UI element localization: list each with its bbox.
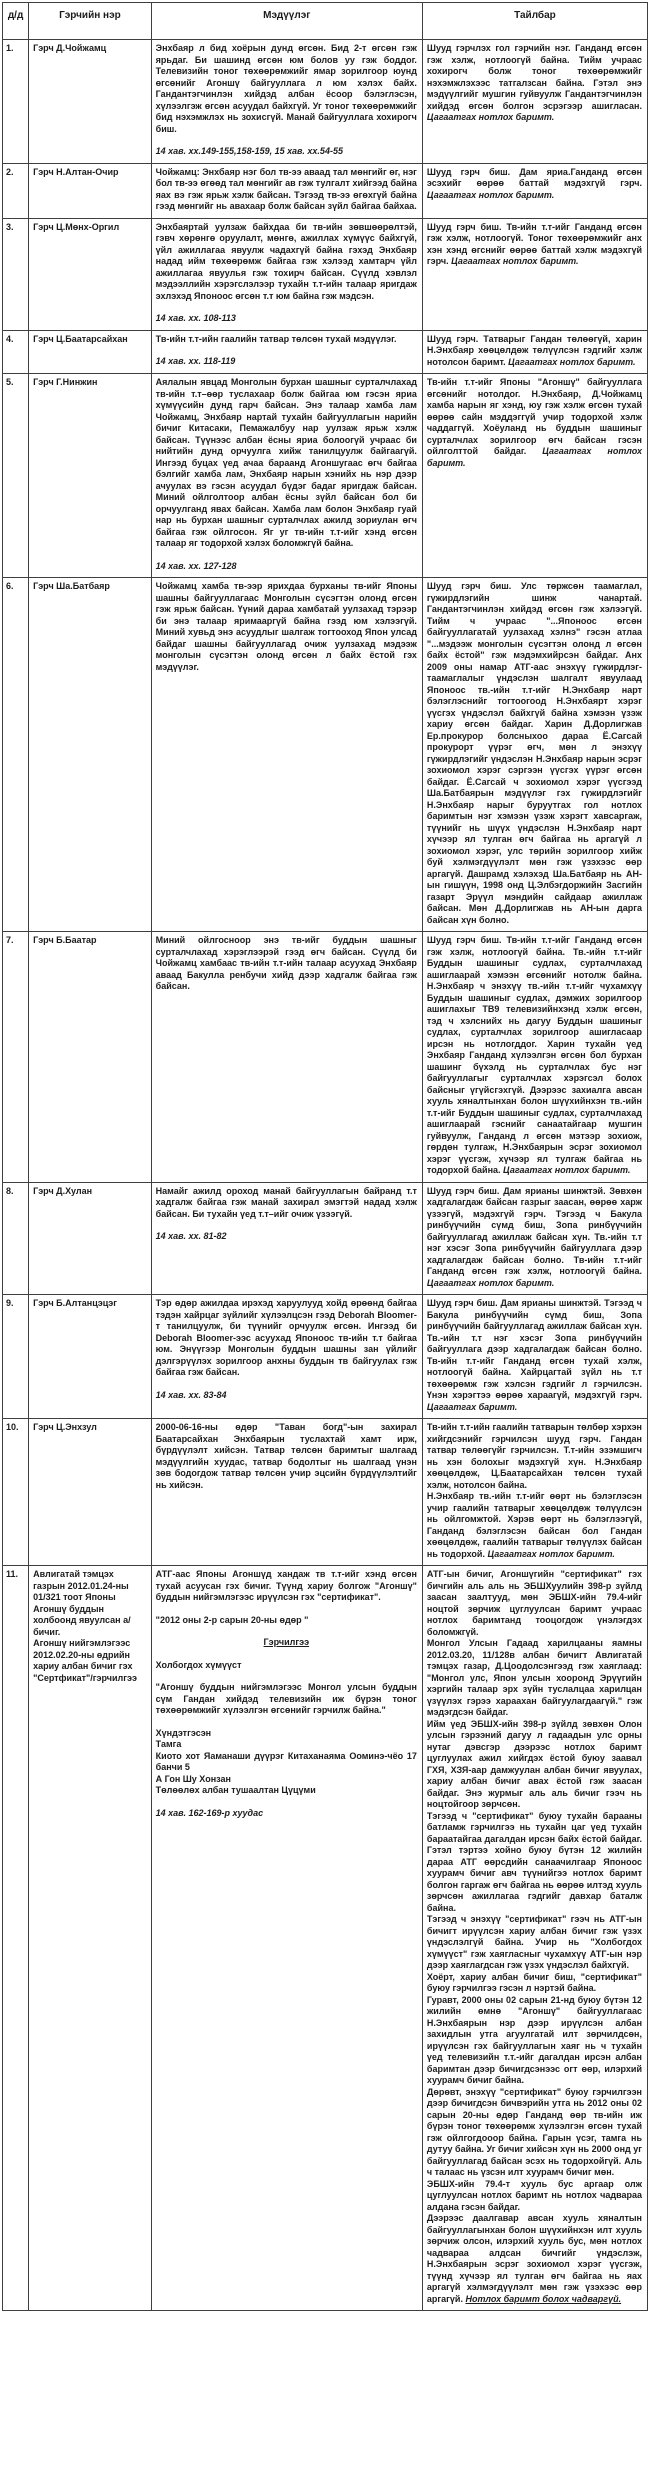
cell-comment	[422, 932, 647, 1183]
paragraph: Чойжамц хамба тв-ээр ярихдаа бурханы тв-ийг Японы шашны байгууллагаас Монголын сүсэгтэн олонд өгсөн гэж ярьж байсан. Үүний дараа хамбатай уулзахад тэрээр би энэ талаар яримааргүй байна гээд юм хэлээгүй. Миний хувьд энэ асуудлыг шалгаж тогтооход Япон улсад байдаг шашны байгууллагад очиж уулзахад мэдээж монголын сүсэгтэн олонд өгсөн л байх ёстой гэх мэдүүлэг.	[155, 581, 417, 672]
cell-comment	[422, 218, 647, 330]
column-header-witness-name: Гэрчийн нэр	[29, 3, 152, 40]
row-number: 11.	[3, 1566, 29, 2311]
cell-witness-name	[29, 1182, 152, 1295]
table-row	[3, 40, 648, 164]
paragraph: Дээрээс даалгавар авсан хууль хяналтын байгууллагынхан болон шүүхийнхэн илт хууль зөрчиж олсон, илэрхий хууль бус, мөн нотлох чадвараа алдсан бичгийг үндэслэж, Н.Энхбаярын эсрэг зохиомол хэрэг үүсгэж, түүнд хүчээр ял тулган өгч байгаа нь яах аргагүй хэлмэгдүүлэлт мөн гэж үзэхээс өөр аргагүй. Нотлох баримт болох чадваргүй.	[426, 2213, 642, 2304]
paragraph: 14 хав. хх. 108-113	[155, 313, 236, 323]
column-header-testimony: Мэдүүлэг	[151, 3, 422, 40]
table-row	[3, 1419, 648, 1566]
table-row	[3, 578, 648, 932]
paragraph: Гэрч Д.Хулан	[33, 1185, 93, 1196]
paragraph: Тв-ийн т.т-ийг Японы "Агоншү" байгууллага өгсөнийг нотолдог. Н.Энхбаяр, Д.Чойжамц хамба нарын яг хэнд, юу гэж хэлж өгсөн тухай өөрөө сайн мэддэггүй учир тодорхой хэлж чаддаггүй. Хоёуланд нь буддын шашиныг сурталчлах зорилгоор өгч байсан гэсэн ойлголттой байдаг. Цагаатгах нотлох баримт.	[426, 377, 642, 468]
paragraph: Шууд гэрчлэх гол гэрчийн нэг. Ганданд өгсөн гэж хэлж, нотлоогүй байна. Тийм учраас хохирогч болж тоног төхөөрөмжийг нэхэмжлэхээс татгалзсан байна. Гэтэл энэ мэдүүлгийг мушгин гуйвуулж Гандантэгчинлэн хийдэд өгсөн болгон эсрэгээр ашигласан. Цагаатгах нотлох баримт.	[426, 43, 642, 122]
paragraph: Тв-ийн т.т-ийн гаалийн татвар төлсөн тухай мэдүүлэг.	[155, 333, 397, 344]
cell-comment	[422, 1566, 647, 2311]
cell-comment	[422, 578, 647, 932]
paragraph: А Гон Шу Хонзан	[155, 1773, 231, 1784]
paragraph: Шууд гэрч биш. Тв-ийн т.т-ийг Ганданд өгсөн гэж хэлж, нотлоогүй байна. Тв.-ийн т.т-ийг Буддын шашиныг судлах, сурталчлахад ашиглаарай хэмээн өгсөнийг нотолж байна. Н.Энхбаяр ч энэхүү тв.-ийн т.т-ийг чухамхүү Буддын шашиныг судлах, дэмжих зорилгоор ашиглахыг ТВ9 телевизийнхэнд хэлж өгсөн, тэд ч хэлснийх нь дагуу Буддын шашиныг судлах, сурталчлах зорилгоор ашигласаар ирсэн нь нотлогддог. Харин тухайн үед Энхбаяр Ганданд хүлээлгэн өгсөн бол бурхан шашинг бүхэлд нь сурталчлах бус нэг байгууллагыг сурталчлах хэрэгсэл болох байсныг үгүйсгэхгүй. Дээрээс захиалга авсан хууль хяналтынхан болон шүүхийнхэн тв.-ийн т.т-ийг Буддын шашиныг судлах, сурталчлахад ашиглаарай гэснийг санаатайгаар мушгин гуйвуулж, Ганданд л өгсөн мэтээр зохиож, гөрдөн тулгаж, Н.Энхбаярын эсрэг зохиомол хэрэг үүсгэж, хүчээр ял тулгаж байгаа нь тодорхой байна. Цагаатгах нотлох баримт.	[426, 935, 642, 1175]
cell-comment	[422, 374, 647, 578]
paragraph: Энхбаяртай уулзаж байхдаа би тв-ийн зөвшөөрөлтэй, гэвч хөрөнгө оруулалт, мөнгө, ажиллах хүмүүс байхгүй, үйл ажиллагаа явуулж чадахгүй байна гэхэд Энхбаяр надад ийм төхөөрөмж байгаа гэж хэлээд хамтарч үйл ажиллагаа явуулья гэж тохирч байсан. Сүүлд хэвлэл мэдээллийн хэрэгслэлээр тухайн т.т-ийн талаар яригдаж эхлэхэд Японоос өгсөн т.т юм байна гэж мэдсэн.	[155, 221, 417, 301]
paragraph: Гэрч Н.Алтан-Очир	[33, 166, 119, 177]
paragraph: 14 хав. 162-169-р хуудас	[155, 1807, 264, 1818]
paragraph: 14 хав. хх.149-155,158-159, 15 хав. хх.54-55	[155, 146, 343, 156]
cell-testimony	[151, 163, 422, 218]
paragraph: Гэрч Ц.Энхзул	[33, 1422, 97, 1432]
paragraph: Н.Энхбаяр тв.-ийн т.т-ийг өөрт нь бэлэглэсэн учир гаалийн татварыг хөөцөлдөж төлүүлсэн нь ойлгомжтой. Хэрэв өөрт нь бэлэглээгүй, Ганданд бэлэглэсэн байсан бол Гандан хөөцөлдөж, гаалийн татварыг төлүүлэх байсан нь тодорхой. Цагаатгах нотлох баримт.	[426, 1491, 642, 1559]
paragraph: 2000-06-16-ны өдөр "Таван богд"-ын захирал Баатарсайхан Энхбаярын туслахтай хамт ирж, бүрдүүлэлт хийсэн. Татвар төлсөн баримтыг шалгаад мэдүүлгийн хуудас, татвар бодолтыг нь шалгаад үнэн зөв бодогдож татвар төлсөн учир эцсийн бүрдүүлэлтийг нь хийсэн.	[155, 1422, 417, 1490]
paragraph: Тв-ийн т.т-ийн гаалийн татварын төлбөр хэрхэн хийгдсэнийг гэрчилсэн шууд гэрч. Гандан татвар төлөөгүйг гэрчилсэн. Т.т-ийн эзэмшигч нь хэн болохыг мэдэхгүй хүн. Н.Энхбаяр хөөцөлдөж, Ц.Баатарсайхан төлсөн тухай хэлж, нотолсон байна.	[426, 1422, 642, 1490]
paragraph: Монгол Улсын Гадаад харилцааны яамны 2012.03.20, 11/128в албан бичигт Авлигатай тэмцэх газар, Д.Цоодолсэнгээд гэж хаяглаад: "Монгол улс, Япон улсын хооронд Эрүүгийн хэргийн талаар эрх зүйн туслалцаа харилцан үзүүлэх гэрээ хараахан байгуулагдаагүй." гэж мэдэгдсэн байдаг.	[426, 1638, 642, 1717]
paragraph: Гэрч Ша.Батбаяр	[33, 581, 110, 591]
paragraph: Ийм үед ЭБШХ-ийн 398-р зүйлд зөвхөн Олон улсын гэрээний дагуу л гадаадын улс орны нутаг дэвсгэр дээрээс нотлох баримт цуглуулах ажил хийгдэх ёстой буюу заавал ГХЯ, ХЗЯ-аар дамжуулан албан бичиг явуулах, хариу албан бичиг авах ёстой гэж заасан байдаг. Энэ журмыг аль аль бичиг гээч нь ноцтойгоор зөрчсөн.	[426, 1718, 642, 1809]
paragraph: Хүндэтгэсэн	[155, 1727, 212, 1738]
paragraph: 14 хав. хх. 127-128	[155, 560, 237, 571]
paragraph: Шууд гэрч биш. Дам яриа.Ганданд өгсөн эсэхийг өөрөө баттай мэдэхгүй гэрч. Цагаатгах нотлох баримт.	[426, 166, 642, 200]
paragraph: Гэрчилгээ	[263, 1637, 310, 1647]
table-header-row	[3, 3, 648, 40]
witness-table	[2, 2, 648, 2311]
table-row	[3, 218, 648, 330]
cell-testimony	[151, 1419, 422, 1566]
cell-testimony	[151, 218, 422, 330]
paragraph: Төлөөлөх албан тушаалтан Цүцүми	[155, 1785, 316, 1795]
paragraph: Гэрч Б.Баатар	[33, 935, 97, 945]
paragraph: "Агоншү буддын нийгэмлэгээс Монгол улсын буддын сүм Гандан хийдэд телевизийн иж бүрэн тоног төхөөрөмжийг хүлээлгэн өгсөнийг гэрчилж байна."	[155, 1682, 417, 1715]
row-number: 8.	[3, 1182, 29, 1295]
paragraph: Дөрөвт, энэхүү "сертификат" буюу гэрчилгээн дээр бичигдсэн бичвэрийн утга нь 2012 оны 02 сарын 20-ны өдөр Ганданд өөр тв-ийн иж бүрэн тоног төхөөрөмж хүлээлгэн өгсөн тухай гэж ойлгогдооор байна. Гарын үсэг, тамга нь дутуу байна. Уг бичиг хийсэн хүн нь 2000 онд уг байгууллагад байсан эсэх нь тодорхойгүй. Аль ч талаас нь үзсэн илт хуурамч бичиг мөн.	[426, 2086, 642, 2177]
paragraph: Тэр өдөр ажилдаа ирэхэд харуулууд хойд өрөөнд байгаа тэдэн хайрцаг зүйлийг хүлээлцсэн гээд Deborah Bloomer-т танилцуулж, би түүнийг орчуулж өгсөн. Ингээд би Deborah Bloomer-ээс асуухад Японоос тв-ийн т.т байгаа юм. Энүүгээр Монголын буддын шашны зан үйлийг дэлгэрүүлэх зорилгоор анхны буддын тв байгуулах гэж байгаа гэж байсан.	[155, 1298, 417, 1377]
table-row	[3, 330, 648, 374]
paragraph: Гэрч Д.Чойжамц	[33, 43, 107, 53]
paragraph: Аялалын явцад Монголын бурхан шашныг сурталчлахад тв-ийн т.т–өөр туслахаар болж байгаа юм гэсэн яриа хүмүүсийн дунд гарч байсан. Энэ талаар хамба лам Чойжамц, Энхбаяр нартай тухайн байгууллагын нарийн бичиг Китасаки, Пемажалбуу нар уулзаж ярьж хэлж байсан. Түүнээс албан ёсны яриа болоогүй учраас би нийтийн дунд орчуулга хийж танилцуулж байгаагүй. Ингээд буцах үед ачаа бараанд Агоншугаас өгч байгаа бэлгийг хамба лам, Энхбаяр нарын хэнийх нь нэр дээр ачуулах вэ гэсэн асуудал бүдэг бадаг яригдаж байсан. Миний ойлголтоор албан ёсны зүйл байсан бол би орчуулганд явах байсан. Хамба лам болон Энхбаяр гуай нар нь бурхан шашныг сурталчлах ажилд зориулан өгч байгаа гэж ойлгосон. Яг уг тв-ийн т.т-ийг хэнд өгсөн талаар яг тодорхой хэлэх боломжгүй байна.	[155, 377, 417, 548]
cell-testimony	[151, 932, 422, 1183]
cell-comment	[422, 1419, 647, 1566]
paragraph: Гэрч Ц.Баатарсайхан	[33, 333, 128, 344]
cell-testimony	[151, 578, 422, 932]
paragraph: Тэгээд ч энэхүү "сертификат" гээч нь АТГ-ын бичигт ирүүлсэн хариу албан бичиг гэж үзэх үндэслэлгүй байна. Учир нь "Холбогдох хүмүүст" гэж хаягласныг чухамхүү АТГ-ын нэр дээр хаяглагдсан гэж үзэх үндэслэл байхгүй.	[426, 1914, 642, 1970]
paragraph: Миний ойлгосноор энэ тв-ийг буддын шашныг сурталчлахад хэрэглээрэй гээд өгч байсан. Сүүлд би Чойжамц хамбаас тв-ийн т.т-ийн талаар асуухад Энхбаяр аваад Бакулла ренбучи хийд дээр хадгалж байгаа гэж байсан.	[155, 935, 417, 991]
table-row	[3, 1295, 648, 1419]
cell-witness-name	[29, 218, 152, 330]
cell-witness-name	[29, 1566, 152, 2311]
row-number: 1.	[3, 40, 29, 164]
cell-witness-name	[29, 1295, 152, 1419]
cell-comment	[422, 1182, 647, 1295]
cell-witness-name	[29, 163, 152, 218]
table-row	[3, 932, 648, 1183]
row-number: 10.	[3, 1419, 29, 1566]
cell-testimony	[151, 330, 422, 374]
paragraph: Шууд гэрч биш. Тв-ийн т.т-ийг Ганданд өгсөн гэж хэлж, нотлоогүй. Тоног төхөөрөмжийг анх хэн хэнд өгснийг өөрөө баттай хэлж мэдэхгүй гэрч. Цагаатгах нотлох баримт.	[426, 221, 642, 266]
paragraph: Тамга	[155, 1739, 182, 1749]
table-row	[3, 1566, 648, 2311]
cell-witness-name	[29, 330, 152, 374]
row-number: 5.	[3, 374, 29, 578]
row-number: 4.	[3, 330, 29, 374]
paragraph: Холбогдох хүмүүст	[155, 1659, 242, 1670]
paragraph: Хоёрт, хариу албан бичиг биш, "сертификат" буюу гэрчилгээ гэсэн л нэртэй байна.	[426, 1971, 642, 1993]
cell-testimony	[151, 1182, 422, 1295]
row-number: 2.	[3, 163, 29, 218]
cell-witness-name	[29, 578, 152, 932]
table-row	[3, 1182, 648, 1295]
paragraph: Гуравт, 2000 оны 02 сарын 21-нд буюу бүтэн 12 жилийн өмнө "Агоншү" байгууллагаас Н.Энхбаярын нэр дээр ирүүлсэн албан захидлын утга агуулгатай илт зөрчилдсөн, ирүүлсэн гэх байгууллагын хаяг нь ч тухайн үед телевизийн т.т.-ийг дагалдан ирсэн албан баримтан дээр бичигдсэнээс огт өөр, илэрхий хуурамч бичиг байна.	[426, 1994, 642, 2085]
paragraph: Авлигатай тэмцэх газрын 2012.01.24-ны 01/321 тоот Японы Агоншү буддын холбоонд явуулсан а/бичиг.	[33, 1569, 131, 1637]
paragraph: Энхбаяр л бид хоёрын дунд өгсөн. Бид 2-т өгсөн гэж ярьдаг. Би шашинд өгсөн юм болов уу гэж боддог. Телевизийн тоног төхөөрөмжийг ямар зорилгоор юунд өгсөнийг Агоншү байгууллага л юм хэлэх байх. Гандантэгчинлэн хийдэд албан ёсоор бэлэглэсэн, хүлээлгэж өгсөн асуудал байхгүй. Уг тоног төхөөрөмжийг бид нэхэмжлэх нь зохисгүй. Манай байгууллага хохирогч биш.	[155, 43, 417, 134]
paragraph: АТГ-аас Японы Агоншүд хандаж тв т.т-ийг хэнд өгсөн тухай асуусан гэх бичиг. Түүнд хариу болгож "Агоншү" буддын нийгэмлэгээс ирүүлсэн гэх "сертификат".	[155, 1569, 417, 1602]
paragraph: Шууд гэрч. Татварыг Гандан төлөөгүй, харин Н.Энхбаяр хөөцөлдөж төлүүлсэн гэдгийг хэлж нотолсон баримт. Цагаатгах нотлох баримт.	[426, 333, 642, 367]
cell-testimony	[151, 1295, 422, 1419]
cell-witness-name	[29, 1419, 152, 1566]
paragraph: Шууд гэрч биш. Улс төржсөн таамаглал, гүжирдлэгийн шинж чанартай. Гандантэгчинлэн хийдэд өгсөн гэж хэлээгүй. Тийм ч учраас "...Японоос өгсөн байгууллагатай уулзахад хэлнэ" гэсэн атлаа "...мэдээж монголын сүсэгтэн олонд л өгсөн байх ёстой" гэж мэдэмхийрсэн байдаг. Анх 2009 оны намар АТГ-аас энэхүү гүжирдлэг-таамаглалыг үндэслэн шалгалт явуулаад Японоос тв.-ийн т.т-ийг Н.Энхбаяр нарт бэлэглэснийг тогтоогоод Н.Энхбаярт хэрэг үүсгэх үндэслэл байхгүй байна хэмээн үзэж хариу өгсөн байдаг. Харин Д.Дорлигжав Ер.прокурор болсныхоо дараа Ё.Сагсай прокурорт үүрэг өгч, мөн л энэхүү гүжирдлэгийг үндэслэн Н.Энхбаяр нарын эсрэг зохиомол хэрэг сэргээн үүсгэх үүрэг өгсөн байдаг. Ё.Сагсай ч зохиомол хэрэг үүсгээд Ша.Батбаярын мэдүүлэг гэх гүжирдлэгийг Н.Энхбаяр нарыг буруутгах гол нотлох баримтын нэг хэмээн үзэж хэрэгт хавсаргаж, түүнийг нь шүүх үндэслэн Н.Энхбаяр нарт хүчээр ял тулган өгч байгаа нь аргагүй л зохиомол хэрэг, улс төрийн зорилгоор хийж буй хэлмэгдүүлэлт мөн гэж үзэхээс өөр аргагүй. Дашрамд хэлэхэд Ша.Батбаяр нь АН-ын гишүүн, 1998 онд Ц.Элбэгдоржийн Засгийн газарт Эрүүл мэндийн сайдаар ажиллаж байсан. Мөн Д.Дорлигжав нь АН-ын дарга байсан хүн болно.	[426, 581, 642, 925]
cell-testimony	[151, 40, 422, 164]
paragraph: Чойжамц: Энхбаяр нэг бол тв-ээ аваад тал мөнгийг өг, нэг бол тв-ээ өгөөд тал мөнгийг ав гэж тулгалт хийгээд байна яах вэ гэж ярьж хэлж байсан. Тэгээд тв-ээ өгөхгүй байна гээд мөнгийг нь авахаар болж байсан зүйл байгаа байхаа.	[155, 166, 417, 211]
column-header-id: д/д	[3, 3, 29, 40]
paragraph: ЭБШХ-ийн 79.4-т хууль бус аргаар олж цуглуулсан нотлох баримт нь нотлох чадвараа алдана гэсэн байдаг.	[426, 2178, 642, 2212]
cell-testimony	[151, 374, 422, 578]
paragraph: Киото хот Яаманаши дүүрэг Китаханаяма Ооминэ-чёо 17 банчи 5	[155, 1750, 417, 1772]
row-number: 6.	[3, 578, 29, 932]
paragraph: "2012 оны 2-р сарын 20-ны өдөр "	[155, 1614, 309, 1625]
paragraph: 14 хав. хх. 83-84	[155, 1389, 227, 1400]
paragraph: Тэгээд ч "сертификат" буюу тухайн барааны батламж гэрчилгээ нь тухайн цаг үед тухайн бараатайгаа дагалдан ирсэн байх ёстой байдаг. Гэтэл тэртээ хойно буюу бүтэн 12 жилийн дараа АТГ өөрсдийн санаачилгаар Японоос хуурамч бичиг авч түүнийгээ нотлох баримт болгон гаргаж өгч байгаа нь өөрөө илтэд хууль зөрчсөн ажиллагаа гэдгийг давхар баталж байна.	[426, 1810, 642, 1913]
paragraph: Гэрч Ц.Мөнх-Оргил	[33, 221, 120, 232]
paragraph: Шууд гэрч биш. Дам ярианы шинжтэй. Тэгээд ч Бакула ринбүүчийн сүмд биш, Зопа ринбүүчийн байгууллагад ажиллаж байсан хүн. Тв.-ийн т.т нэг хэсэг Зопа ринбүүчийн байгууллага дээр хадгалагдаж байсан болно. Тв-ийн т.т-ийг Ганданд өгсөн тухай хэлж, нотлоогүй байна. Хайрцагтай зүйл нь т.т төхөөрөмж гэж хэлсэн гэдгийг л гэрчилсэн. Үнэн хэрэгтээ өөрөө хараагүй, мэдэхгүй гэрч. Цагаатгах баримт.	[426, 1298, 642, 1412]
cell-comment	[422, 163, 647, 218]
row-number: 9.	[3, 1295, 29, 1419]
column-header-comment: Тайлбар	[422, 3, 647, 40]
cell-testimony	[151, 1566, 422, 2311]
paragraph: 14 хав. хх. 118-119	[155, 356, 236, 366]
paragraph: Намайг ажилд ороход манай байгууллагын байранд т.т хадгалж байгаа гэж манай захирал эмэгтэй надад хэлж байсан. Би тухайн үед т.т–ийг очиж үзээгүй.	[155, 1185, 417, 1219]
paragraph: Агоншү нийгэмлэгээс 2012.02.20-ны өдрийн хариу албан бичиг гэх "Сертфикат"/гэрчилгээ	[33, 1638, 137, 1683]
paragraph: Шууд гэрч биш. Дам ярианы шинжтэй. Зөвхөн хадгалагдаж байсан газрыг заасан, өөрөө харж үзээгүй, мэдэхгүй гэрч. Тэгээд ч Бакула ринбүүчийн сүмд биш, Зопа ринбүүчийн байгууллагад ажиллаж байсан хүн. Тв.-ийн т.т нэг хэсэг Зопа ринбүүчийн байгууллага дээр хадгалагдаж байсан болно. Тв-ийн т.т-ийг Ганданд өгсөн гэж хэлж, нотлоогүй байна. Цагаатгах нотлох баримт.	[426, 1185, 642, 1288]
row-number: 3.	[3, 218, 29, 330]
cell-comment	[422, 1295, 647, 1419]
paragraph: 14 хав. хх. 81-82	[155, 1231, 227, 1241]
cell-comment	[422, 330, 647, 374]
cell-comment	[422, 40, 647, 164]
cell-witness-name	[29, 374, 152, 578]
cell-witness-name	[29, 932, 152, 1183]
cell-witness-name	[29, 40, 152, 164]
paragraph: Гэрч Б.Алтанцэцэг	[33, 1298, 117, 1308]
table-row	[3, 163, 648, 218]
paragraph: АТГ-ын бичиг, Агоншүгийн "сертификат" гэх бичгийн аль аль нь ЭБШХуулийн 398-р зүйлд заасан заалтууд, мөн ЭБШХ-ийн 79.4-ийг ноцтой зөрчиж цуглуулсан баримт учраас нотлох баримтанд тооцогдож үнэлэгдэх боломжгүй.	[426, 1569, 642, 1637]
paragraph: Гэрч Г.Нинжин	[33, 377, 98, 387]
table-row	[3, 374, 648, 578]
row-number: 7.	[3, 932, 29, 1183]
